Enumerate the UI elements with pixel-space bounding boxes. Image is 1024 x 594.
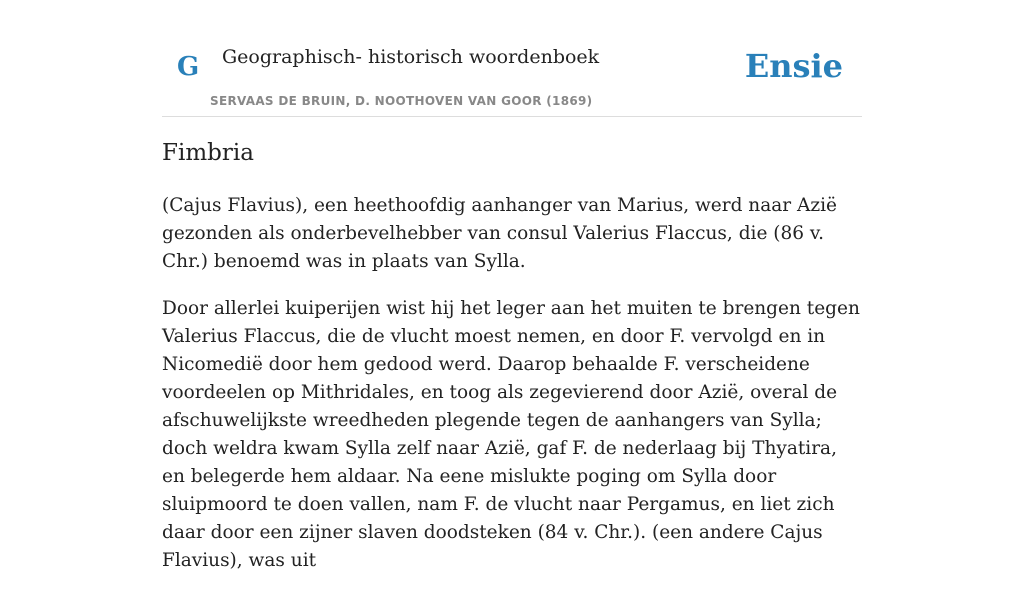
ensie-logo-link[interactable]: Ensie	[744, 47, 843, 85]
entry-title: Fimbria	[162, 140, 254, 166]
entry-paragraph: (Cajus Flavius), een heethoofdig aanhanger van Marius, werd naar Azië gezonden als onderbevelhebber van consul Valerius Flaccus, die (86 v. Chr.) benoemd was in plaats van Sylla.	[162, 195, 837, 272]
book-authors: SERVAAS DE BRUIN, D. NOOTHOVEN VAN GOOR (1869)	[210, 94, 593, 108]
page-header	[162, 0, 862, 117]
book-logo-letter[interactable]: G	[177, 52, 200, 82]
entry-paragraph: Door allerlei kuiperijen wist hij het leger aan het muiten te brengen tegen Valerius Flaccus, die de vlucht moest nemen, en door F. vervolgd en in Nicomedië door hem gedood werd. Daarop behaalde F. verscheidene voordeelen op Mithridales, en toog als zegevierend door Azië, overal de afschuwelijkste wreedheden plegende tegen de aanhangers van Sylla; doch weldra kwam Sylla zelf naar Azië, gaf F. de nederlaag bij Thyatira, en belegerde hem aldaar. Na eene mislukte poging om Sylla door sluipmoord te doen vallen, nam F. de vlucht naar Pergamus, en liet zich daar door een zijner slaven doodsteken (84 v. Chr.). (een andere Cajus Flavius), was uit	[162, 298, 860, 571]
book-title[interactable]: Geographisch- historisch woordenboek	[222, 46, 600, 68]
entry-body	[162, 192, 862, 594]
